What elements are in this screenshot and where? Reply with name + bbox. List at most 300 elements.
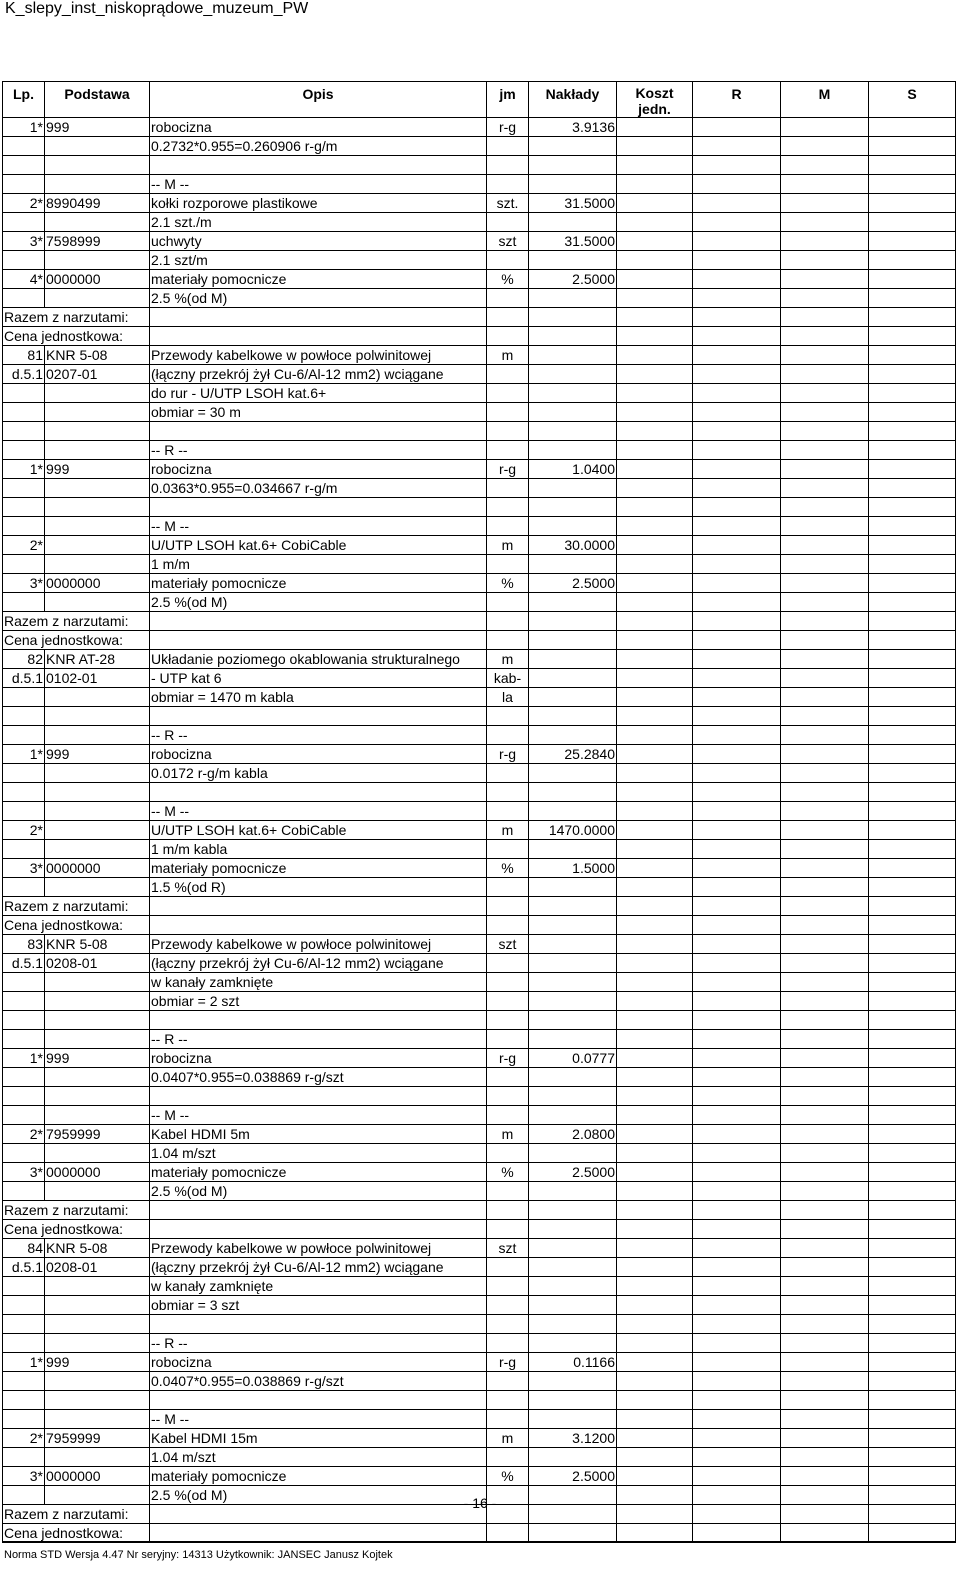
cell-podstawa: 999 <box>45 1353 150 1372</box>
cell-r <box>693 973 781 992</box>
cell-lp <box>3 441 45 460</box>
empty-cell <box>617 783 693 802</box>
table-row <box>3 1182 956 1201</box>
cell-podstawa <box>45 1182 150 1201</box>
cell-lp: 3* <box>3 232 45 251</box>
cell-m <box>781 821 869 840</box>
cell-podstawa: 7959999 <box>45 1429 150 1448</box>
cell-koszt <box>617 669 693 688</box>
cell-jm <box>487 1030 529 1049</box>
cell-opis: -- R -- <box>150 441 487 460</box>
table-body <box>3 118 956 1543</box>
cell-m <box>781 441 869 460</box>
cell-lp <box>3 1182 45 1201</box>
table-row <box>3 365 956 384</box>
empty-cell <box>617 1220 693 1239</box>
cell-m <box>781 270 869 289</box>
cell-opis: 0.2732*0.955=0.260906 r-g/m <box>150 137 487 156</box>
cell-lp <box>3 878 45 897</box>
cell-podstawa: 0000000 <box>45 574 150 593</box>
table-row <box>3 175 956 194</box>
table-row <box>3 555 956 574</box>
empty-cell <box>150 612 487 631</box>
cell-lp: 3* <box>3 1163 45 1182</box>
summary-row <box>3 1201 956 1220</box>
summary-label: Razem z narzutami: <box>3 1505 150 1524</box>
cell-naklady <box>529 1334 617 1353</box>
cell-jm <box>487 251 529 270</box>
cell-naklady: 31.5000 <box>529 232 617 251</box>
cell-m <box>781 1239 869 1258</box>
empty-cell <box>529 498 617 517</box>
cell-r <box>693 1106 781 1125</box>
spacer-row <box>3 1391 956 1410</box>
spacer-row <box>3 422 956 441</box>
table-row <box>3 688 956 707</box>
cell-naklady: 25.2840 <box>529 745 617 764</box>
cell-koszt <box>617 1448 693 1467</box>
spacer-row <box>3 707 956 726</box>
empty-cell <box>529 612 617 631</box>
cell-koszt <box>617 232 693 251</box>
empty-cell <box>781 1011 869 1030</box>
cell-opis: Przewody kabelkowe w powłoce polwinitowej <box>150 935 487 954</box>
cell-s <box>869 1106 956 1125</box>
cell-koszt <box>617 1334 693 1353</box>
cell-podstawa <box>45 1277 150 1296</box>
footer-text: Norma STD Wersja 4.47 Nr seryjny: 14313 Użytkownik: JANSEC Janusz Kojtek <box>4 1549 393 1561</box>
empty-cell <box>150 1201 487 1220</box>
cell-m <box>781 232 869 251</box>
cell-opis: robocizna <box>150 1049 487 1068</box>
empty-cell <box>869 498 956 517</box>
cell-lp: 1* <box>3 745 45 764</box>
cell-opis: w kanały zamknięte <box>150 1277 487 1296</box>
cell-opis: -- M -- <box>150 175 487 194</box>
table-row <box>3 289 956 308</box>
empty-cell <box>869 1315 956 1334</box>
footer-divider <box>2 1541 955 1542</box>
cell-lp <box>3 802 45 821</box>
cell-s <box>869 1467 956 1486</box>
empty-cell <box>617 422 693 441</box>
cell-jm: szt <box>487 935 529 954</box>
cell-r <box>693 1296 781 1315</box>
cell-m <box>781 840 869 859</box>
cell-jm: m <box>487 821 529 840</box>
cell-s <box>869 213 956 232</box>
cell-opis: -- M -- <box>150 1410 487 1429</box>
cell-r <box>693 764 781 783</box>
cell-opis: materiały pomocnicze <box>150 1163 487 1182</box>
cell-koszt <box>617 1049 693 1068</box>
empty-cell <box>617 1391 693 1410</box>
cell-koszt <box>617 137 693 156</box>
cell-opis: uchwyty <box>150 232 487 251</box>
cell-s <box>869 688 956 707</box>
table-row <box>3 726 956 745</box>
empty-cell <box>529 156 617 175</box>
cell-r <box>693 802 781 821</box>
cell-jm: szt. <box>487 194 529 213</box>
empty-cell <box>487 1011 529 1030</box>
cell-s <box>869 1182 956 1201</box>
cell-lp <box>3 213 45 232</box>
empty-cell <box>693 1391 781 1410</box>
cell-podstawa: 0000000 <box>45 859 150 878</box>
empty-cell <box>45 156 150 175</box>
cell-s <box>869 1258 956 1277</box>
empty-cell <box>487 156 529 175</box>
cell-naklady <box>529 1106 617 1125</box>
table-row <box>3 574 956 593</box>
cell-opis: obmiar = 3 szt <box>150 1296 487 1315</box>
table-row <box>3 251 956 270</box>
cell-lp <box>3 1296 45 1315</box>
cell-s <box>869 1372 956 1391</box>
cell-podstawa <box>45 441 150 460</box>
cell-podstawa: 999 <box>45 1049 150 1068</box>
cell-naklady: 0.0777 <box>529 1049 617 1068</box>
cell-lp <box>3 555 45 574</box>
empty-cell <box>529 897 617 916</box>
empty-cell <box>150 916 487 935</box>
empty-cell <box>617 916 693 935</box>
cell-naklady <box>529 1030 617 1049</box>
cell-koszt <box>617 384 693 403</box>
empty-cell <box>150 1011 487 1030</box>
cell-naklady <box>529 403 617 422</box>
cell-opis: -- M -- <box>150 802 487 821</box>
cell-naklady <box>529 1258 617 1277</box>
cell-jm <box>487 384 529 403</box>
cell-jm: r-g <box>487 1353 529 1372</box>
cell-opis: 2.1 szt./m <box>150 213 487 232</box>
cell-r <box>693 403 781 422</box>
cell-m <box>781 1296 869 1315</box>
empty-cell <box>869 422 956 441</box>
cell-s <box>869 270 956 289</box>
cell-r <box>693 1125 781 1144</box>
cell-podstawa <box>45 878 150 897</box>
cell-r <box>693 194 781 213</box>
cell-m <box>781 650 869 669</box>
cell-koszt <box>617 289 693 308</box>
cell-jm <box>487 175 529 194</box>
cell-lp <box>3 251 45 270</box>
cell-jm: m <box>487 1125 529 1144</box>
table-row <box>3 1068 956 1087</box>
header-jm: jm <box>487 82 529 118</box>
empty-cell <box>45 707 150 726</box>
cell-lp <box>3 992 45 1011</box>
cell-m <box>781 251 869 270</box>
empty-cell <box>693 422 781 441</box>
table-row <box>3 384 956 403</box>
cell-naklady <box>529 289 617 308</box>
cell-m <box>781 669 869 688</box>
empty-cell <box>3 1391 45 1410</box>
cell-s <box>869 973 956 992</box>
empty-cell <box>487 422 529 441</box>
cell-s <box>869 1334 956 1353</box>
table-row <box>3 460 956 479</box>
summary-row <box>3 916 956 935</box>
cell-r <box>693 118 781 137</box>
cell-naklady: 3.1200 <box>529 1429 617 1448</box>
cell-opis: 0.0407*0.955=0.038869 r-g/szt <box>150 1068 487 1087</box>
cell-opis: 1.04 m/szt <box>150 1448 487 1467</box>
cell-jm <box>487 517 529 536</box>
empty-cell <box>487 1220 529 1239</box>
cell-naklady: 2.5000 <box>529 1467 617 1486</box>
cell-s <box>869 1448 956 1467</box>
cell-koszt <box>617 935 693 954</box>
cell-lp: 1* <box>3 1049 45 1068</box>
cell-jm: % <box>487 1467 529 1486</box>
cell-koszt <box>617 346 693 365</box>
cell-podstawa <box>45 137 150 156</box>
cell-podstawa <box>45 992 150 1011</box>
cell-lp: 81 <box>3 346 45 365</box>
empty-cell <box>693 498 781 517</box>
cell-opis: kołki rozporowe plastikowe <box>150 194 487 213</box>
cell-r <box>693 479 781 498</box>
cell-naklady <box>529 1410 617 1429</box>
cell-s <box>869 1125 956 1144</box>
cell-opis: robocizna <box>150 1353 487 1372</box>
empty-cell <box>150 1087 487 1106</box>
table-row <box>3 479 956 498</box>
cell-podstawa: 0208-01 <box>45 954 150 973</box>
header-r: R <box>693 82 781 118</box>
cell-m <box>781 479 869 498</box>
cell-lp <box>3 479 45 498</box>
cell-koszt <box>617 688 693 707</box>
cell-m <box>781 1410 869 1429</box>
empty-cell <box>3 1087 45 1106</box>
cell-naklady: 31.5000 <box>529 194 617 213</box>
cell-opis: 1 m/m <box>150 555 487 574</box>
empty-cell <box>617 308 693 327</box>
cell-opis: robocizna <box>150 118 487 137</box>
empty-cell <box>3 498 45 517</box>
cell-r <box>693 517 781 536</box>
cell-jm <box>487 213 529 232</box>
cell-jm: r-g <box>487 460 529 479</box>
cell-lp <box>3 1448 45 1467</box>
empty-cell <box>3 156 45 175</box>
cell-lp: 4* <box>3 270 45 289</box>
cell-koszt <box>617 802 693 821</box>
cell-naklady: 0.1166 <box>529 1353 617 1372</box>
empty-cell <box>487 498 529 517</box>
cell-podstawa: 0000000 <box>45 1163 150 1182</box>
cell-s <box>869 479 956 498</box>
cell-jm: szt <box>487 1239 529 1258</box>
cell-podstawa <box>45 688 150 707</box>
cell-r <box>693 935 781 954</box>
empty-cell <box>617 156 693 175</box>
cell-koszt <box>617 403 693 422</box>
empty-cell <box>617 498 693 517</box>
table-row <box>3 1410 956 1429</box>
table-header <box>3 82 956 118</box>
table-row <box>3 1163 956 1182</box>
empty-cell <box>617 1524 693 1543</box>
cell-m <box>781 1258 869 1277</box>
cell-s <box>869 1353 956 1372</box>
header-naklady: Nakłady <box>529 82 617 118</box>
empty-cell <box>617 1315 693 1334</box>
cell-jm: kab- <box>487 669 529 688</box>
cell-s <box>869 669 956 688</box>
cell-s <box>869 194 956 213</box>
cell-koszt <box>617 1106 693 1125</box>
cell-r <box>693 821 781 840</box>
cell-koszt <box>617 1182 693 1201</box>
cell-koszt <box>617 1353 693 1372</box>
cell-r <box>693 1429 781 1448</box>
table-row <box>3 859 956 878</box>
empty-cell <box>3 707 45 726</box>
table-row <box>3 1258 956 1277</box>
cell-naklady <box>529 593 617 612</box>
empty-cell <box>487 327 529 346</box>
cell-s <box>869 745 956 764</box>
cell-naklady <box>529 878 617 897</box>
cell-naklady: 3.9136 <box>529 118 617 137</box>
cell-jm <box>487 802 529 821</box>
empty-cell <box>150 327 487 346</box>
cell-r <box>693 688 781 707</box>
cell-naklady <box>529 365 617 384</box>
cell-koszt <box>617 270 693 289</box>
table-row <box>3 536 956 555</box>
empty-cell <box>781 1201 869 1220</box>
empty-cell <box>529 1220 617 1239</box>
cell-s <box>869 802 956 821</box>
cell-m <box>781 745 869 764</box>
empty-cell <box>781 783 869 802</box>
cell-opis: robocizna <box>150 460 487 479</box>
empty-cell <box>693 1201 781 1220</box>
summary-row <box>3 1524 956 1543</box>
table-row <box>3 1049 956 1068</box>
summary-label: Cena jednostkowa: <box>3 327 150 346</box>
cell-koszt <box>617 1296 693 1315</box>
header-podstawa: Podstawa <box>45 82 150 118</box>
cell-lp <box>3 1144 45 1163</box>
cell-m <box>781 764 869 783</box>
cell-opis: - UTP kat 6 <box>150 669 487 688</box>
cell-jm <box>487 764 529 783</box>
cell-jm <box>487 878 529 897</box>
cell-naklady <box>529 935 617 954</box>
cell-m <box>781 517 869 536</box>
empty-cell <box>487 1087 529 1106</box>
cell-podstawa: 999 <box>45 118 150 137</box>
cell-m <box>781 365 869 384</box>
table-row <box>3 403 956 422</box>
table-row <box>3 1334 956 1353</box>
cell-koszt <box>617 118 693 137</box>
cell-r <box>693 365 781 384</box>
cell-jm <box>487 593 529 612</box>
table-row <box>3 650 956 669</box>
cell-r <box>693 1410 781 1429</box>
empty-cell <box>3 1011 45 1030</box>
empty-cell <box>869 1087 956 1106</box>
cell-lp: 1* <box>3 1353 45 1372</box>
table-row <box>3 1277 956 1296</box>
cell-s <box>869 593 956 612</box>
cell-opis: materiały pomocnicze <box>150 574 487 593</box>
cell-lp <box>3 764 45 783</box>
empty-cell <box>45 1315 150 1334</box>
cell-koszt <box>617 574 693 593</box>
cell-m <box>781 574 869 593</box>
cell-opis: Przewody kabelkowe w powłoce polwinitowej <box>150 346 487 365</box>
table-row <box>3 935 956 954</box>
cell-r <box>693 954 781 973</box>
cell-r <box>693 1182 781 1201</box>
empty-cell <box>693 308 781 327</box>
empty-cell <box>150 783 487 802</box>
empty-cell <box>869 1391 956 1410</box>
cell-m <box>781 403 869 422</box>
cell-m <box>781 1334 869 1353</box>
table-row <box>3 1372 956 1391</box>
empty-cell <box>3 422 45 441</box>
empty-cell <box>781 327 869 346</box>
header-s: S <box>869 82 956 118</box>
cell-koszt <box>617 954 693 973</box>
empty-cell <box>529 707 617 726</box>
cell-m <box>781 555 869 574</box>
cell-jm: % <box>487 1163 529 1182</box>
table-row <box>3 1448 956 1467</box>
cell-koszt <box>617 1277 693 1296</box>
cell-s <box>869 289 956 308</box>
cell-s <box>869 460 956 479</box>
table-row <box>3 840 956 859</box>
cell-s <box>869 1030 956 1049</box>
summary-label: Cena jednostkowa: <box>3 916 150 935</box>
cell-podstawa <box>45 1410 150 1429</box>
cell-s <box>869 232 956 251</box>
cell-podstawa <box>45 555 150 574</box>
cell-jm <box>487 992 529 1011</box>
cell-r <box>693 1372 781 1391</box>
cell-podstawa <box>45 1372 150 1391</box>
cell-s <box>869 821 956 840</box>
cell-s <box>869 346 956 365</box>
summary-row <box>3 612 956 631</box>
cell-naklady <box>529 251 617 270</box>
empty-cell <box>693 1524 781 1543</box>
cell-lp <box>3 517 45 536</box>
spacer-row <box>3 1315 956 1334</box>
cell-podstawa <box>45 517 150 536</box>
cell-s <box>869 1410 956 1429</box>
cell-koszt <box>617 1429 693 1448</box>
cell-koszt <box>617 840 693 859</box>
cell-naklady <box>529 954 617 973</box>
cell-s <box>869 536 956 555</box>
cell-koszt <box>617 479 693 498</box>
empty-cell <box>693 1011 781 1030</box>
